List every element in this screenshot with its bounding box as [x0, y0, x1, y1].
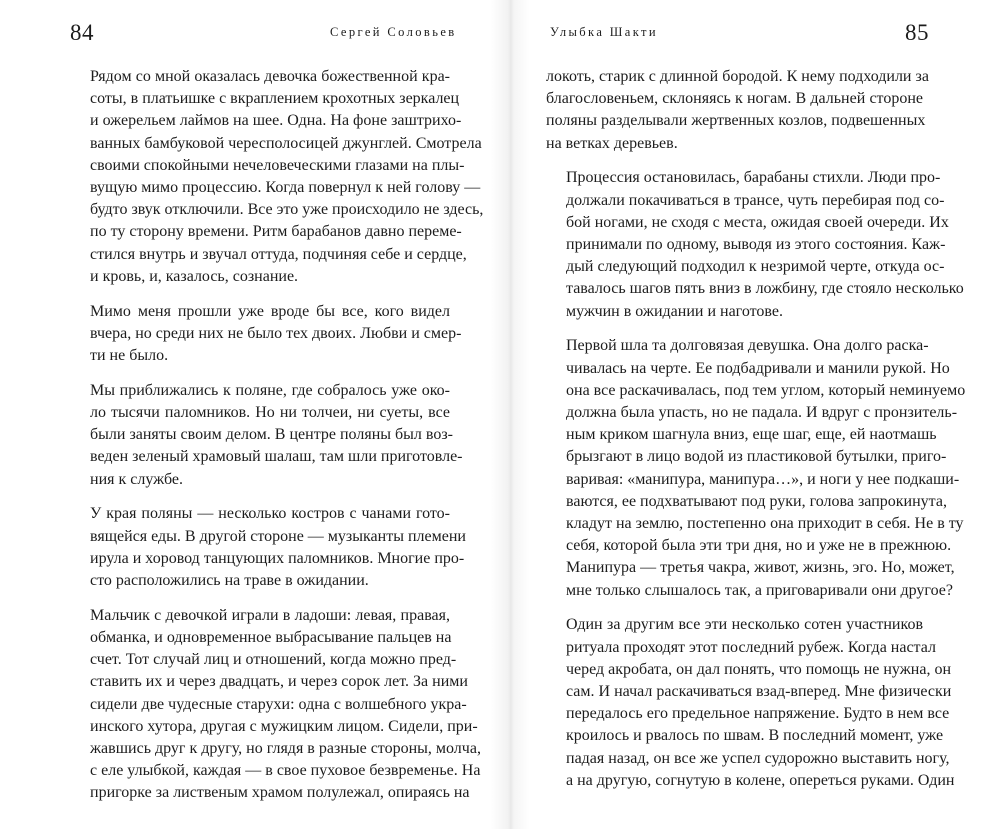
text-line: брызгают в лицо водой из пластиковой бутылки, приго-	[566, 448, 947, 466]
text-line: варивая: «манипура, манипура…», и ноги у нее подкаши-	[566, 470, 960, 488]
text-line: чивалась на черте. Ее подбадривали и манили рукой. Но	[566, 359, 950, 377]
text-line: веден зеленый храмовый шалаш, там шли приготовле-	[90, 448, 463, 466]
text-line: на ветках деревьев.	[546, 134, 678, 152]
text-line: падая назад, он все же успел судорожно выставить ногу,	[566, 749, 950, 767]
paragraph	[546, 66, 929, 155]
text-line: сто расположились на траве в ожидании.	[90, 572, 369, 590]
text-line: стился внутрь и звучал оттуда, подчиняя себе и сердце,	[90, 245, 467, 263]
running-head-title: Улыбка Шакти	[550, 25, 659, 39]
text-line: с еле улыбкой, каждая — в свое пуховое безвременье. На	[90, 762, 481, 780]
text-line: ванных бамбуковой чересполосицей джунглей. Смотрела	[90, 134, 482, 152]
paragraph	[70, 380, 463, 491]
text-line: Мальчик с девочкой играли в ладоши: левая, правая,	[90, 606, 450, 624]
text-line: счет. Тот случай лиц и отношений, когда можно пред-	[90, 651, 457, 669]
text-line: обманка, и одновременное выбрасывание пальцев на	[90, 629, 452, 647]
text-line: поляны разделывали жертвенных козлов, подвешенных	[546, 112, 926, 130]
text-line: по ту сторону времени. Ритм барабанов давно переме-	[90, 223, 462, 241]
text-line: Мимо меня прошли уже вроде бы все, кого видел	[90, 302, 450, 320]
text-line: ваются, ее подхватывают под руки, голова запрокинута,	[566, 492, 947, 510]
paragraph	[70, 503, 466, 592]
text-line: были заняты своим делом. В центре поляны был воз-	[90, 426, 453, 444]
text-line: ло тысячи паломников. Но ни толчеи, ни суеты, все	[90, 404, 450, 422]
text-line: дый следующий подходил к незримой черте, откуда ос-	[566, 258, 945, 276]
text-line: ния к службе.	[90, 470, 184, 488]
text-line: и кровь, и, казалось, сознание.	[90, 267, 299, 285]
text-line: она все раскачивалась, под тем углом, который неминуемо	[566, 381, 966, 399]
text-line: сидели две чудесные старухи: одна с волшебного укра-	[90, 695, 467, 713]
text-line: вчера, но среди них не было тех двоих. Любви и смер-	[90, 324, 462, 342]
text-line: будто звук отключили. Все это уже происходило не здесь,	[90, 201, 484, 219]
text-line: вящейся еды. В другой стороне — музыканты племени	[90, 527, 466, 545]
text-line: мужчин в ожидании и наготове.	[566, 302, 783, 320]
text-line: ирула и хоровод танцующих паломников. Многие про-	[90, 549, 465, 567]
text-line: Один за другим все эти несколько сотен участников	[566, 616, 923, 634]
text-line: вущую мимо процессию. Когда повернул к ней голову —	[90, 179, 481, 197]
text-line: жавшись друг к другу, но глядя в разные стороны, молча,	[90, 740, 481, 758]
text-line: соты, в платьишке с вкраплением крохотных зеркалец	[90, 90, 460, 108]
text-line: ставить их и через двадцать, и через сорок лет. За ними	[90, 673, 468, 691]
page-number-left: 84	[70, 20, 94, 45]
paragraph	[546, 335, 966, 601]
text-line: Процессия остановилась, барабаны стихли. Люди про-	[566, 169, 941, 187]
text-line: инского хутора, другая с мужицким лицом. Сидели, при-	[90, 717, 478, 735]
text-line: кроилось и рвалось по швам. В последний момент, уже	[566, 727, 944, 745]
text-line: а на другую, согнутую в колене, опереться руками. Один	[566, 771, 955, 789]
text-line: мне только слышалось так, а приговаривали они другое?	[566, 581, 953, 599]
left-page-text	[70, 66, 484, 817]
paragraph	[546, 167, 964, 322]
paragraph	[70, 301, 462, 368]
text-line: Рядом со мной оказалась девочка божественной кра-	[90, 68, 450, 85]
text-line: тавалось шагов пять вниз в ложбину, где стояло несколько	[566, 280, 964, 298]
text-line: ным криком шагнула вниз, еще шаг, еще, ей наотмашь	[566, 426, 937, 444]
text-line: кладут на землю, постепенно она приходит в себя. Не в ту	[566, 515, 964, 533]
text-line: благословеньем, склоняясь к ногам. В дальней стороне	[546, 90, 923, 108]
text-line: Мы приближались к поляне, где собралось уже око-	[90, 381, 450, 399]
text-line: передалось его предельное напряжение. Будто в нем все	[566, 705, 950, 723]
page-number-right: 85	[905, 20, 929, 45]
running-head-author: Сергей Соловьев	[330, 25, 457, 39]
text-line: себя, которой была эти три дня, но и уже не в прежнюю.	[566, 537, 952, 555]
text-line: ти не было.	[90, 347, 169, 365]
text-line: Первой шла та долговязая девушка. Она долго раска-	[566, 337, 929, 355]
text-line: пригорке за лиственым храмом полулежал, опираясь на	[90, 784, 470, 802]
text-line: сам. И начал раскачиваться взад-вперед. Мне физически	[566, 683, 952, 701]
text-line: и ожерельем лаймов на шее. Одна. На фоне заштрихо-	[90, 112, 462, 130]
text-line: черед акробата, он дал понять, что помощь не нужна, он	[566, 660, 951, 678]
right-page	[500, 0, 1000, 829]
text-line: принимали по одному, выводя из этого состояния. Каж-	[566, 236, 946, 254]
text-line: своими спокойными нечеловеческими глазами на плы-	[90, 156, 465, 174]
right-page-text	[546, 66, 966, 805]
text-line: должна была упасть, но не падала. И вдруг с пронзитель-	[566, 404, 958, 422]
paragraph	[546, 614, 955, 792]
paragraph	[70, 66, 484, 288]
paragraph	[70, 605, 481, 805]
text-line: локоть, старик с длинной бородой. К нему подходили за	[546, 68, 929, 85]
text-line: должали покачиваться в трансе, чуть перебирая под со-	[566, 191, 945, 209]
text-line: У края поляны — несколько костров с чанами гото-	[90, 505, 450, 523]
text-line: Манипура — третья чакра, живот, жизнь, эго. Но, может,	[566, 559, 955, 577]
text-line: бой ногами, не сходя с места, ожидая своей очереди. Их	[566, 213, 949, 231]
text-line: ритуала проходят этот последний рубеж. Когда настал	[566, 638, 936, 656]
